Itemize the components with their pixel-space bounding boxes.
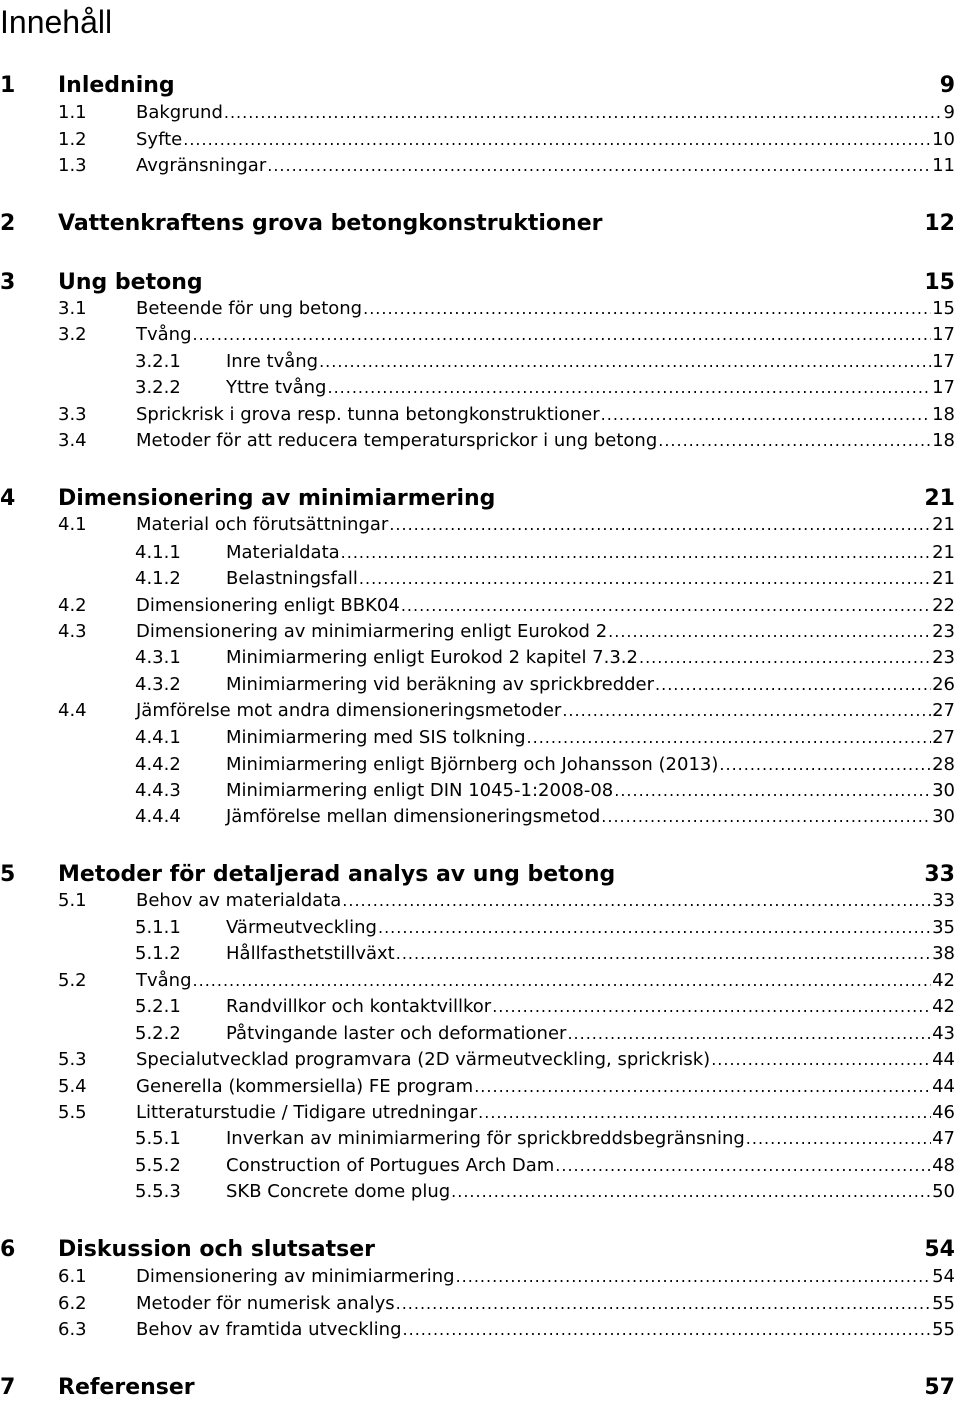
toc-entry[interactable]: [0, 804, 955, 830]
dot-leader: [492, 994, 931, 1020]
toc-entry-number: 3.1: [58, 298, 87, 319]
toc-entry-title: Behov av materialdata: [136, 890, 342, 911]
dot-leader: [711, 1047, 931, 1073]
toc-entry-title: Syfte: [136, 129, 183, 150]
toc-entry[interactable]: [0, 72, 955, 100]
toc-entry-title: Bakgrund: [136, 102, 223, 123]
toc-entry-number: 6.2: [58, 1293, 87, 1314]
toc-entry-page: 30: [932, 780, 955, 801]
toc-entry-title: Tvång: [136, 970, 192, 991]
dot-leader: [478, 1100, 931, 1126]
dot-leader: [328, 375, 932, 401]
toc-entry[interactable]: [0, 1236, 955, 1264]
toc-entry[interactable]: [0, 1179, 955, 1205]
dot-leader: [359, 566, 931, 592]
dot-leader: [456, 1264, 932, 1290]
toc-entry-page: 9: [943, 102, 955, 123]
dot-leader: [655, 672, 931, 698]
toc-entry-number: 1.1: [58, 102, 87, 123]
toc-entry-title: Minimiarmering enligt Eurokod 2 kapitel 7.3.2: [226, 647, 638, 668]
toc-entry-number: 4.4.1: [135, 727, 181, 748]
toc-entry-page: 21: [932, 568, 955, 589]
toc-entry-number: 4.4.2: [135, 754, 181, 775]
toc-entry-page: 55: [932, 1319, 955, 1340]
toc-entry[interactable]: [0, 566, 955, 592]
toc-entry-number: 5.1: [58, 890, 87, 911]
toc-entry-page: 33: [932, 890, 955, 911]
toc-entry-page: 54: [932, 1266, 955, 1287]
toc-entry-number: 5.5.3: [135, 1181, 181, 1202]
page-title: Innehåll: [0, 4, 113, 40]
toc-entry-page: 38: [932, 943, 955, 964]
toc-entry[interactable]: [0, 725, 955, 751]
toc-entry-page: 15: [924, 270, 955, 295]
toc-entry[interactable]: [0, 1074, 955, 1100]
toc-entry-title: Construction of Portugues Arch Dam: [226, 1155, 555, 1176]
dot-leader: [342, 888, 931, 914]
toc-entry-number: 3.2.2: [135, 377, 181, 398]
dot-leader: [614, 778, 931, 804]
toc-entry-title: Värmeutveckling: [226, 917, 377, 938]
dot-leader: [396, 1291, 931, 1317]
toc-entry[interactable]: [0, 1264, 955, 1290]
toc-entry-title: Randvillkor och kontaktvillkor: [226, 996, 492, 1017]
toc-entry[interactable]: [0, 485, 955, 513]
dot-leader: [363, 296, 931, 322]
toc-entry-page: 46: [932, 1102, 955, 1123]
dot-leader: [601, 804, 931, 830]
toc-entry-title: Sprickrisk i grova resp. tunna betongkonstruktioner: [136, 404, 600, 425]
toc-entry-title: Belastningsfall: [226, 568, 358, 589]
toc-entry-number: 4.2: [58, 595, 87, 616]
toc-entry[interactable]: [0, 402, 955, 428]
toc-entry-title: SKB Concrete dome plug: [226, 1181, 451, 1202]
toc-entry-page: 42: [932, 996, 955, 1017]
toc-entry-number: 6.3: [58, 1319, 87, 1340]
toc-entry-page: 35: [932, 917, 955, 938]
toc-entry-page: 57: [924, 1375, 955, 1400]
toc-entry[interactable]: [0, 941, 955, 967]
toc-entry-number: 4.4.3: [135, 780, 181, 801]
toc-entry-number: 4: [0, 486, 16, 511]
toc-entry[interactable]: [0, 153, 955, 179]
toc-entry-title: Metoder för detaljerad analys av ung betong: [58, 862, 616, 887]
toc-entry-page: 21: [924, 486, 955, 511]
toc-entry-page: 23: [932, 647, 955, 668]
toc-entry-title: Metoder för att reducera temperatursprickor i ung betong: [136, 430, 658, 451]
toc-entry[interactable]: [0, 1291, 955, 1317]
toc-entry[interactable]: [0, 512, 955, 538]
toc-entry-number: 4.3.1: [135, 647, 181, 668]
toc-entry[interactable]: [0, 322, 955, 348]
toc-entry[interactable]: [0, 1126, 955, 1152]
toc-entry-title: Inre tvång: [226, 351, 319, 372]
toc-entry-title: Dimensionering enligt BBK04: [136, 595, 400, 616]
toc-entry-page: 21: [932, 514, 955, 535]
toc-entry[interactable]: [0, 619, 955, 645]
toc-entry[interactable]: [0, 1153, 955, 1179]
toc-entry-page: 10: [932, 129, 955, 150]
dot-leader: [601, 402, 931, 428]
toc-entry[interactable]: [0, 672, 955, 698]
toc-entry-page: 17: [932, 351, 955, 372]
toc-entry-number: 5.5.2: [135, 1155, 181, 1176]
dot-leader: [746, 1126, 931, 1152]
toc-entry-title: Inledning: [58, 73, 175, 98]
dot-leader: [403, 1317, 932, 1343]
toc-entry-title: Påtvingande laster och deformationer: [226, 1023, 567, 1044]
toc-entry-number: 4.3.2: [135, 674, 181, 695]
toc-entry-page: 9: [939, 73, 955, 98]
toc-entry-page: 17: [932, 377, 955, 398]
toc-entry-title: Diskussion och slutsatser: [58, 1237, 375, 1262]
toc-entry-number: 5.5.1: [135, 1128, 181, 1149]
toc-entry[interactable]: [0, 428, 955, 454]
toc-entry-page: 17: [932, 324, 955, 345]
toc-entry-page: 54: [924, 1237, 955, 1262]
dot-leader: [608, 619, 931, 645]
toc-entry[interactable]: [0, 994, 955, 1020]
toc-entry-page: 26: [932, 674, 955, 695]
toc-entry-number: 4.4.4: [135, 806, 181, 827]
toc-entry-number: 1.2: [58, 129, 87, 150]
toc-entry-number: 3.2: [58, 324, 87, 345]
toc-entry-title: Tvång: [136, 324, 192, 345]
toc-entry-title: Minimiarmering vid beräkning av sprickbredder: [226, 674, 655, 695]
dot-leader: [183, 127, 931, 153]
toc-entry-title: Avgränsningar: [136, 155, 267, 176]
toc-entry-title: Metoder för numerisk analys: [136, 1293, 395, 1314]
toc-entry-title: Ung betong: [58, 270, 203, 295]
toc-entry-title: Beteende för ung betong: [136, 298, 363, 319]
dot-leader: [567, 1021, 931, 1047]
toc-entry-number: 5.3: [58, 1049, 87, 1070]
dot-leader: [658, 428, 931, 454]
dot-leader: [193, 968, 932, 994]
toc-entry-number: 7: [0, 1375, 16, 1400]
toc-entry-title: Minimiarmering enligt DIN 1045-1:2008-08: [226, 780, 614, 801]
toc-entry-number: 3.3: [58, 404, 87, 425]
toc-entry-title: Dimensionering av minimiarmering enligt Eurokod 2: [136, 621, 608, 642]
dot-leader: [389, 512, 931, 538]
toc-entry[interactable]: [0, 593, 955, 619]
toc-entry-page: 23: [932, 621, 955, 642]
toc-entry-number: 3.2.1: [135, 351, 181, 372]
toc-entry-page: 18: [932, 404, 955, 425]
dot-leader: [401, 593, 931, 619]
toc-entry-number: 3.4: [58, 430, 87, 451]
toc-entry[interactable]: [0, 915, 955, 941]
dot-leader: [396, 941, 931, 967]
toc-entry-page: 12: [924, 211, 955, 236]
toc-entry[interactable]: [0, 210, 955, 238]
toc-entry[interactable]: [0, 752, 955, 778]
toc-entry-page: 55: [932, 1293, 955, 1314]
toc-entry-page: 21: [932, 542, 955, 563]
toc-entry-title: Generella (kommersiella) FE program: [136, 1076, 474, 1097]
toc-entry-number: 1: [0, 73, 16, 98]
dot-leader: [527, 725, 932, 751]
toc-entry-number: 5.4: [58, 1076, 87, 1097]
toc-entry-page: 48: [932, 1155, 955, 1176]
toc-entry[interactable]: [0, 540, 955, 566]
toc-entry[interactable]: [0, 888, 955, 914]
dot-leader: [267, 153, 931, 179]
dot-leader: [451, 1179, 931, 1205]
toc-entry[interactable]: [0, 778, 955, 804]
dot-leader: [474, 1074, 931, 1100]
toc-entry-title: Minimiarmering med SIS tolkning: [226, 727, 526, 748]
toc-entry[interactable]: [0, 127, 955, 153]
toc-entry[interactable]: [0, 1021, 955, 1047]
toc-entry-number: 3: [0, 270, 16, 295]
toc-entry[interactable]: [0, 698, 955, 724]
toc-entry-number: 6.1: [58, 1266, 87, 1287]
toc-entry[interactable]: [0, 1100, 955, 1126]
toc-entry-title: Behov av framtida utveckling: [136, 1319, 402, 1340]
toc-entry-page: 18: [932, 430, 955, 451]
toc-entry-number: 1.3: [58, 155, 87, 176]
dot-leader: [555, 1153, 931, 1179]
toc-entry-title: Jämförelse mellan dimensioneringsmetod: [226, 806, 601, 827]
toc-entry-title: Vattenkraftens grova betongkonstruktioner: [58, 211, 603, 236]
toc-entry-number: 6: [0, 1237, 16, 1262]
toc-entry-number: 5.1.2: [135, 943, 181, 964]
toc-entry[interactable]: [0, 645, 955, 671]
toc-entry-page: 43: [932, 1023, 955, 1044]
toc-entry-page: 44: [932, 1049, 955, 1070]
toc-entry-number: 5.5: [58, 1102, 87, 1123]
toc-entry-page: 22: [932, 595, 955, 616]
toc-entry-page: 27: [932, 700, 955, 721]
toc-entry-page: 42: [932, 970, 955, 991]
toc-entry-number: 4.1: [58, 514, 87, 535]
toc-entry-number: 5: [0, 862, 16, 887]
toc-entry-number: 5.2.1: [135, 996, 181, 1017]
dot-leader: [193, 322, 932, 348]
dot-leader: [319, 349, 931, 375]
toc-entry[interactable]: [0, 1374, 955, 1402]
toc-entry[interactable]: [0, 1317, 955, 1343]
toc-entry-page: 33: [924, 862, 955, 887]
toc-entry-number: 5.2: [58, 970, 87, 991]
toc-entry-number: 5.1.1: [135, 917, 181, 938]
dot-leader: [719, 752, 931, 778]
toc-entry-title: Inverkan av minimiarmering för sprickbreddsbegränsning: [226, 1128, 745, 1149]
toc-entry-number: 4.1.2: [135, 568, 181, 589]
toc-entry-number: 2: [0, 211, 16, 236]
toc-entry-page: 50: [932, 1181, 955, 1202]
toc-entry-page: 47: [932, 1128, 955, 1149]
toc-entry-title: Dimensionering av minimiarmering: [136, 1266, 455, 1287]
dot-leader: [378, 915, 931, 941]
toc-entry[interactable]: [0, 861, 955, 889]
toc-entry-page: 44: [932, 1076, 955, 1097]
toc-entry[interactable]: [0, 375, 955, 401]
toc-entry-page: 30: [932, 806, 955, 827]
toc-entry-title: Specialutvecklad programvara (2D värmeutveckling, sprickrisk): [136, 1049, 711, 1070]
dot-leader: [639, 645, 931, 671]
dot-leader: [562, 698, 931, 724]
toc-entry[interactable]: [0, 349, 955, 375]
toc-entry-title: Dimensionering av minimiarmering: [58, 486, 496, 511]
toc-entry-number: 4.4: [58, 700, 87, 721]
toc-entry-title: Material och förutsättningar: [136, 514, 389, 535]
toc-entry-title: Minimiarmering enligt Björnberg och Johansson (2013): [226, 754, 719, 775]
toc-entry[interactable]: [0, 968, 955, 994]
toc-entry-number: 5.2.2: [135, 1023, 181, 1044]
dot-leader: [224, 100, 943, 126]
toc-entry[interactable]: [0, 100, 955, 126]
toc-entry[interactable]: [0, 296, 955, 322]
toc-entry[interactable]: [0, 1047, 955, 1073]
toc-entry-title: Referenser: [58, 1375, 195, 1400]
toc-entry-page: 11: [932, 155, 955, 176]
toc-entry-title: Yttre tvång: [226, 377, 327, 398]
toc-entry-title: Hållfasthetstillväxt: [226, 943, 395, 964]
toc-entry-title: Jämförelse mot andra dimensioneringsmetoder: [136, 700, 562, 721]
toc-entry-number: 4.3: [58, 621, 87, 642]
toc-entry-page: 27: [932, 727, 955, 748]
dot-leader: [341, 540, 931, 566]
toc-entry-title: Litteraturstudie / Tidigare utredningar: [136, 1102, 478, 1123]
toc-entry-number: 4.1.1: [135, 542, 181, 563]
toc-entry[interactable]: [0, 269, 955, 297]
toc-entry-page: 28: [932, 754, 955, 775]
toc-entry-title: Materialdata: [226, 542, 340, 563]
toc-entry-page: 15: [932, 298, 955, 319]
